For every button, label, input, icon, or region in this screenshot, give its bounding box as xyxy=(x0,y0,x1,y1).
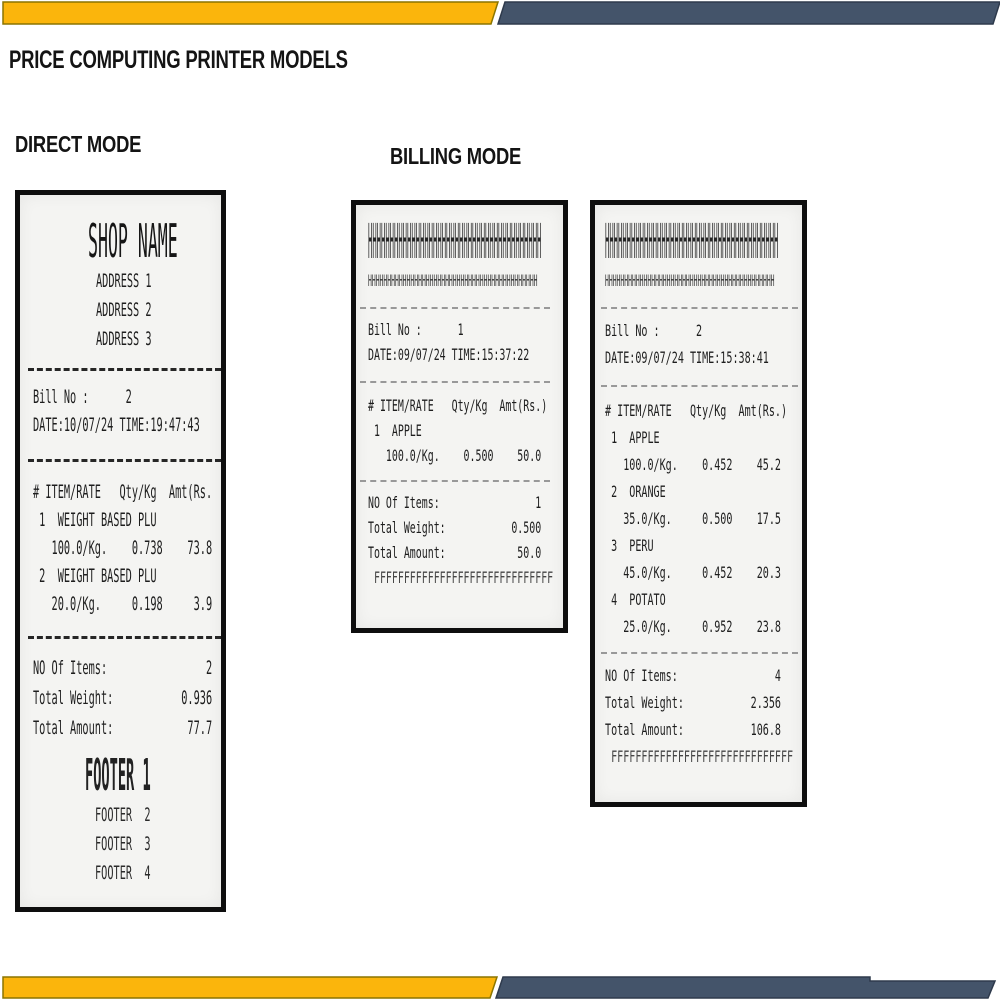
shop-name-line: SHOP NAME xyxy=(88,214,178,268)
bottom-decoration-bars xyxy=(0,968,1000,1000)
totals-weight-line: Total Weight: 0.500 xyxy=(368,518,542,537)
totals-items-line: NO Of Items: 1 xyxy=(368,493,542,512)
totals-weight-line: Total Weight: 2.356 xyxy=(605,693,781,712)
item-value-line: 100.0/Kg. 0.738 73.8 xyxy=(33,537,213,559)
item-value-line: 35.0/Kg. 0.500 17.5 xyxy=(605,509,781,528)
separator-dashed xyxy=(360,307,550,309)
item-value-line: 100.0/Kg. 0.452 45.2 xyxy=(605,455,781,474)
f-pattern-row: FFFFFFFFFFFFFFFFFFFFFFFFFFFFFF xyxy=(368,568,554,587)
footer-large-line: FOOTER 1 xyxy=(85,750,151,801)
totals-items-line: NO Of Items: 2 xyxy=(33,657,213,679)
bill-no-line: Bill No : 1 xyxy=(368,320,464,339)
separator-dashed xyxy=(601,307,798,309)
item-value-line: 20.0/Kg. 0.198 3.9 xyxy=(33,593,213,615)
bill-no-line: Bill No : 2 xyxy=(605,321,703,340)
bottom-bar-slate xyxy=(496,977,995,998)
item-value-line: 25.0/Kg. 0.952 23.8 xyxy=(605,617,781,636)
test-print-pattern-row: HHHHHHHHHHHHHHHHHHHHHHHHHHHHHHHHHHHHHHHHHHHH xyxy=(605,271,775,290)
item-name-line: 2 WEIGHT BASED PLU xyxy=(33,565,157,587)
datetime-line: DATE:10/07/24 TIME:19:47:43 xyxy=(33,414,200,436)
totals-items-line: NO Of Items: 4 xyxy=(605,666,781,685)
test-print-pattern-row: HHHHHHHHHHHHHHHHHHHHHHHHHHHHHHHHHHHHHHHH xyxy=(368,214,542,270)
receipt-direct-mode xyxy=(15,190,226,912)
receipt-billing-1 xyxy=(351,200,568,633)
datetime-line: DATE:09/07/24 TIME:15:38:41 xyxy=(605,348,769,367)
top-bar-slate xyxy=(498,2,1000,24)
item-name-line: 3 PERU xyxy=(605,536,654,555)
footer-line-2: FOOTER 2 xyxy=(95,804,151,826)
address-line-1: ADDRESS 1 xyxy=(96,270,152,292)
totals-amount-line: Total Amount: 50.0 xyxy=(368,543,542,562)
item-name-line: 2 ORANGE xyxy=(605,482,666,501)
totals-amount-line: Total Amount: 77.7 xyxy=(33,717,213,739)
item-name-line: 1 APPLE xyxy=(368,421,422,440)
separator-dashed xyxy=(601,652,798,654)
columns-header-line: # ITEM/RATE Qty/Kg Amt(Rs.) xyxy=(368,396,548,415)
item-value-line: 45.0/Kg. 0.452 20.3 xyxy=(605,563,781,582)
totals-weight-line: Total Weight: 0.936 xyxy=(33,687,213,709)
item-name-line: 1 WEIGHT BASED PLU xyxy=(33,509,157,531)
separator-dashed xyxy=(360,381,550,383)
datetime-line: DATE:09/07/24 TIME:15:37:22 xyxy=(368,345,530,364)
receipt-billing-2 xyxy=(590,200,807,807)
totals-amount-line: Total Amount: 106.8 xyxy=(605,720,781,739)
separator-dashed xyxy=(28,636,221,639)
address-line-3: ADDRESS 3 xyxy=(96,328,152,350)
separator-dashed xyxy=(28,459,221,462)
top-decoration-bars xyxy=(0,0,1000,30)
item-value-line: 100.0/Kg. 0.500 50.0 xyxy=(368,446,542,465)
page-title: PRICE COMPUTING PRINTER MODELS xyxy=(9,46,348,74)
columns-header-line: # ITEM/RATE Qty/Kg Amt(Rs. xyxy=(33,481,213,503)
billing-mode-label: BILLING MODE xyxy=(390,143,522,169)
test-print-pattern-row: HHHHHHHHHHHHHHHHHHHHHHHHHHHHHHHHHHHHHHHHHHHH xyxy=(368,271,538,290)
f-pattern-row: FFFFFFFFFFFFFFFFFFFFFFFFFFFFFF xyxy=(605,747,794,766)
top-bar-gold xyxy=(3,2,498,24)
test-print-pattern-row: HHHHHHHHHHHHHHHHHHHHHHHHHHHHHHHHHHHHHHHH xyxy=(605,214,779,270)
item-name-line: 1 APPLE xyxy=(605,428,660,447)
address-line-2: ADDRESS 2 xyxy=(96,299,152,321)
footer-line-4: FOOTER 4 xyxy=(95,862,151,884)
bill-no-line: Bill No : 2 xyxy=(33,386,132,408)
columns-header-line: # ITEM/RATE Qty/Kg Amt(Rs.) xyxy=(605,401,788,420)
item-name-line: 4 POTATO xyxy=(605,590,666,609)
bottom-bar-gold xyxy=(3,977,497,998)
separator-dashed xyxy=(601,385,798,387)
separator-dashed xyxy=(28,368,221,371)
direct-mode-label: DIRECT MODE xyxy=(15,131,142,157)
separator-dashed xyxy=(360,480,550,482)
footer-line-3: FOOTER 3 xyxy=(95,833,151,855)
